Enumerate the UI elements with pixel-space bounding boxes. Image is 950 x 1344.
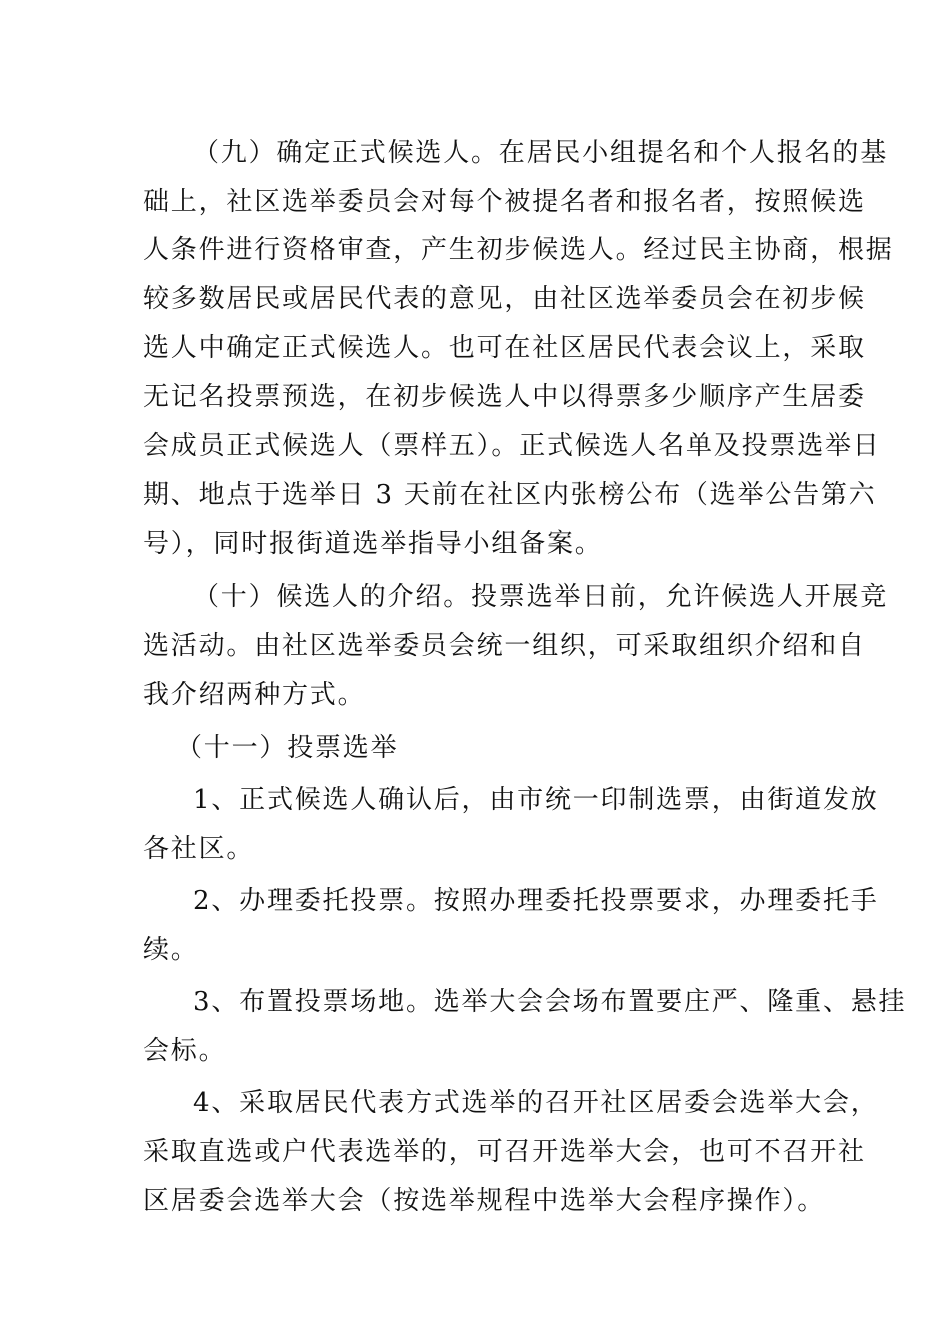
section-9-line-3: 人条件进行资格审查，产生初步候选人。经过民主协商，根据	[143, 235, 894, 265]
section-10-line-1: （十）候选人的介绍。投票选举日前，允许候选人开展竞	[193, 582, 889, 612]
section-10-line-2: 选活动。由社区选举委员会统一组织，可采取组织介绍和自	[143, 631, 866, 661]
section-9-line-7: 会成员正式候选人（票样五）。正式候选人名单及投票选举日	[143, 431, 881, 461]
item-2-line-1: 2、办理委托投票。按照办理委托投票要求，办理委托手	[193, 886, 879, 916]
section-9-line-9: 号），同时报街道选举指导小组备案。	[143, 529, 603, 559]
item-1-line-1: 1、正式候选人确认后，由市统一印制选票，由街道发放	[193, 785, 879, 815]
section-9-line-6: 无记名投票预选，在初步候选人中以得票多少顺序产生居委	[143, 382, 866, 412]
item-1-line-2: 各社区。	[143, 834, 255, 864]
item-3-line-1: 3、布置投票场地。选举大会会场布置要庄严、隆重、悬挂	[193, 987, 907, 1017]
section-9-line-1: （九）确定正式候选人。在居民小组提名和个人报名的基	[193, 138, 889, 168]
item-2-line-2: 续。	[143, 935, 199, 965]
section-9-line-8: 期、地点于选举日 3 天前在社区内张榜公布（选举公告第六	[143, 480, 877, 510]
section-9-line-5: 选人中确定正式候选人。也可在社区居民代表会议上，采取	[143, 333, 866, 363]
item-4-line-1: 4、采取居民代表方式选举的召开社区居委会选举大会，	[193, 1088, 879, 1118]
section-10-line-3: 我介绍两种方式。	[143, 680, 366, 710]
section-9-line-4: 较多数居民或居民代表的意见，由社区选举委员会在初步候	[143, 284, 866, 314]
item-3-line-2: 会标。	[143, 1036, 227, 1066]
section-9-line-2: 础上，社区选举委员会对每个被提名者和报名者，按照候选	[143, 187, 866, 217]
section-11-heading: （十一）投票选举	[176, 733, 399, 763]
item-4-line-2: 采取直选或户代表选举的，可召开选举大会，也可不召开社	[143, 1137, 866, 1167]
item-4-line-3: 区居委会选举大会（按选举规程中选举大会程序操作）。	[143, 1186, 826, 1216]
